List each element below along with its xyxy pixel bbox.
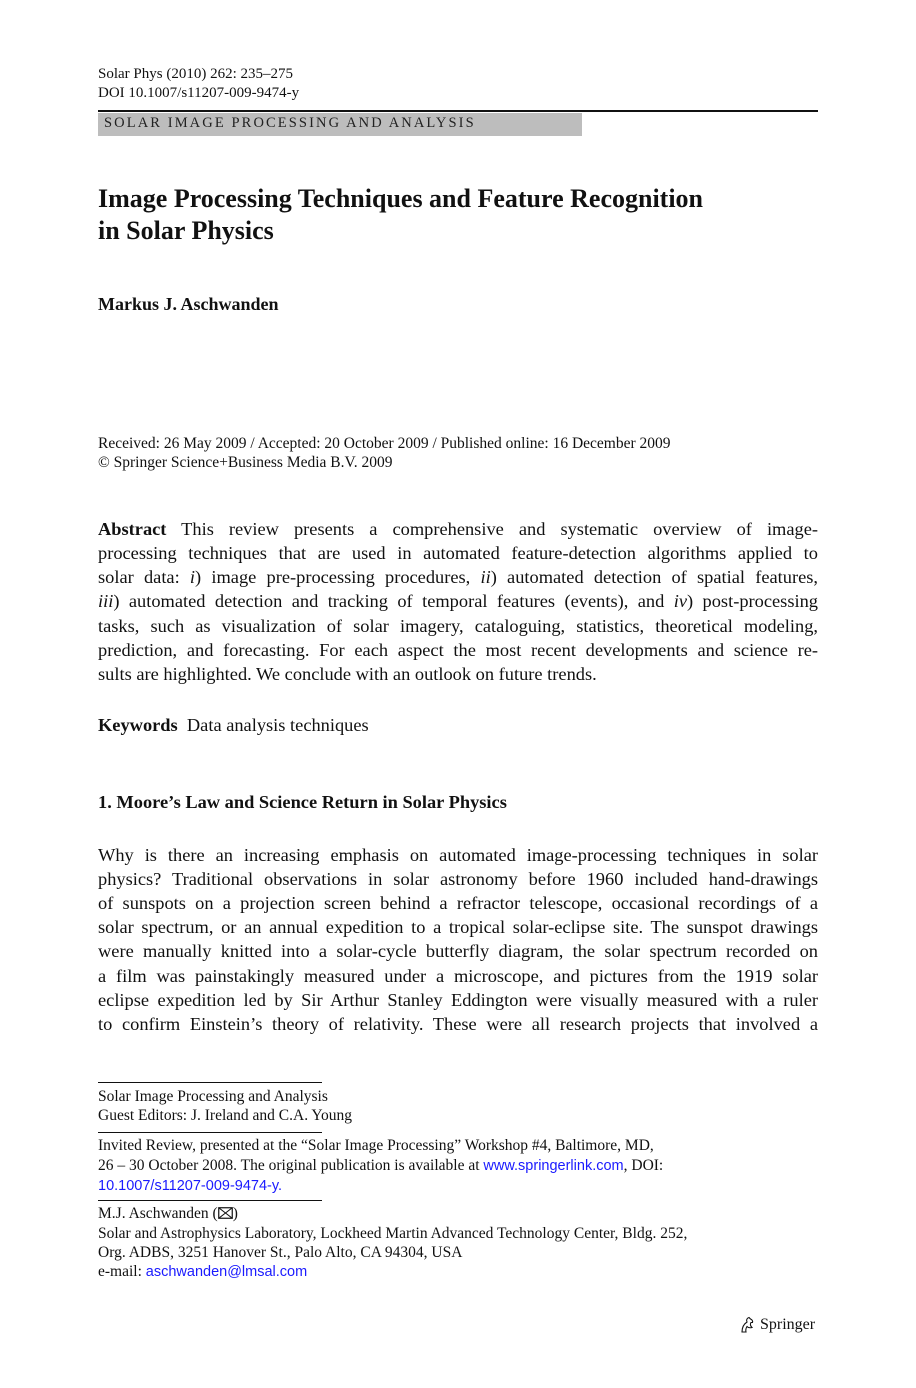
body-line: were manually knitted into a solar-cycle butterfly diagram, the solar spectrum recorded on bbox=[98, 941, 818, 961]
abstract-line: sults are highlighted. We conclude with an outlook on future trends. bbox=[98, 664, 597, 684]
abstract-label: Abstract bbox=[98, 519, 167, 539]
doi-link[interactable]: 10.1007/s11207-009-9474-y bbox=[98, 1178, 279, 1194]
footnote-email-line bbox=[98, 1263, 307, 1281]
footnote-text: . bbox=[278, 1178, 283, 1194]
footnote-invited-line-2 bbox=[98, 1157, 663, 1175]
header-rule bbox=[98, 110, 818, 112]
abstract-line bbox=[98, 518, 818, 540]
abstract-text: ) image pre-processing procedures, bbox=[195, 567, 481, 587]
abstract-line bbox=[98, 590, 818, 612]
abstract-line: processing techniques that are used in automated feature-detection algorithms applied to bbox=[98, 543, 818, 563]
footnote-invited-line-1: Invited Review, presented at the “Solar Image Processing” Workshop #4, Baltimore, MD, bbox=[98, 1137, 654, 1154]
copyright-line: © Springer Science+Business Media B.V. 2009 bbox=[98, 454, 393, 471]
footnote-affiliation-line-2: Org. ADBS, 3251 Hanover St., Palo Alto, CA 94304, USA bbox=[98, 1244, 463, 1261]
footnote-text: 26 – 30 October 2008. The original publication is available at bbox=[98, 1157, 484, 1174]
footnote-series: Solar Image Processing and Analysis bbox=[98, 1088, 328, 1105]
abstract-text: solar data: bbox=[98, 567, 190, 587]
abstract-roman-numeral: i bbox=[189, 567, 196, 587]
envelope-icon bbox=[218, 1207, 233, 1219]
body-line: Why is there an increasing emphasis on automated image-processing techniques in solar bbox=[98, 845, 818, 865]
paper-title-line-2: in Solar Physics bbox=[98, 216, 274, 245]
section-heading: 1. Moore’s Law and Science Return in Solar Physics bbox=[98, 792, 507, 812]
footnote-rule bbox=[98, 1082, 322, 1083]
keywords bbox=[98, 715, 369, 736]
springer-horse-icon bbox=[738, 1316, 756, 1334]
body-line: to confirm Einstein’s theory of relativity. These were all research projects that involved a bbox=[98, 1014, 818, 1034]
abstract-line: tasks, such as visualization of solar imagery, cataloguing, statistics, theoretical modeling, bbox=[98, 616, 818, 636]
footnote-text: M.J. Aschwanden ( bbox=[98, 1205, 218, 1222]
body-line: solar spectrum, or an annual expedition to a tropical solar-eclipse site. The sunspot drawings bbox=[98, 917, 818, 937]
section-band-label: SOLAR IMAGE PROCESSING AND ANALYSIS bbox=[104, 115, 476, 131]
email-link[interactable]: aschwanden@lmsal.com bbox=[145, 1264, 308, 1280]
abstract-roman-numeral: ii bbox=[480, 567, 491, 587]
body-line: physics? Traditional observations in solar astronomy before 1960 included hand-drawings bbox=[98, 869, 818, 889]
body-line: of sunspots on a projection screen behind a refractor telescope, occasional recordings of a bbox=[98, 893, 818, 913]
abstract-line bbox=[98, 566, 818, 588]
publication-dates: Received: 26 May 2009 / Accepted: 20 October 2009 / Published online: 16 December 2009 bbox=[98, 435, 671, 452]
abstract-roman-numeral: iv bbox=[673, 591, 687, 611]
keywords-label: Keywords bbox=[98, 715, 178, 735]
body-line: eclipse expedition led by Sir Arthur Stanley Eddington were visually measured with a ruler bbox=[98, 990, 818, 1010]
springerlink-link[interactable]: www.springerlink.com bbox=[483, 1158, 624, 1174]
abstract-text: ) automated detection of spatial features, bbox=[490, 567, 819, 587]
footnote-rule bbox=[98, 1132, 322, 1133]
footnote-author bbox=[98, 1205, 238, 1223]
abstract-text: This review presents a comprehensive and systematic overview of image- bbox=[181, 519, 818, 539]
doi-line: DOI 10.1007/s11207-009-9474-y bbox=[98, 85, 300, 101]
abstract-text: ) post-processing bbox=[687, 591, 818, 611]
paper-title-line-1: Image Processing Techniques and Feature Recognition bbox=[98, 184, 704, 213]
footnote-editors: Guest Editors: J. Ireland and C.A. Young bbox=[98, 1107, 353, 1124]
author-name: Markus J. Aschwanden bbox=[98, 294, 279, 314]
footnote-text: e-mail: bbox=[98, 1263, 146, 1280]
footnote-affiliation-line-1: Solar and Astrophysics Laboratory, Lockheed Martin Advanced Technology Center, Bldg. 252, bbox=[98, 1225, 688, 1242]
footnote-rule bbox=[98, 1200, 322, 1201]
footnote-text: , DOI: bbox=[623, 1157, 664, 1174]
footnote-text: ) bbox=[232, 1205, 238, 1222]
body-line: a film was painstakingly measured under a microscope, and pictures from the 1919 solar bbox=[98, 966, 818, 986]
footnote-invited-line-3 bbox=[98, 1177, 282, 1195]
journal-citation: Solar Phys (2010) 262: 235–275 bbox=[98, 66, 293, 82]
springer-logo-text: Springer bbox=[760, 1316, 816, 1333]
springer-logo bbox=[738, 1316, 815, 1334]
keywords-text: Data analysis techniques bbox=[186, 715, 369, 735]
abstract-roman-numeral: iii bbox=[98, 591, 114, 611]
abstract-line: prediction, and forecasting. For each aspect the most recent developments and science re- bbox=[98, 640, 818, 660]
abstract-text: ) automated detection and tracking of temporal features (events), and bbox=[113, 591, 674, 611]
